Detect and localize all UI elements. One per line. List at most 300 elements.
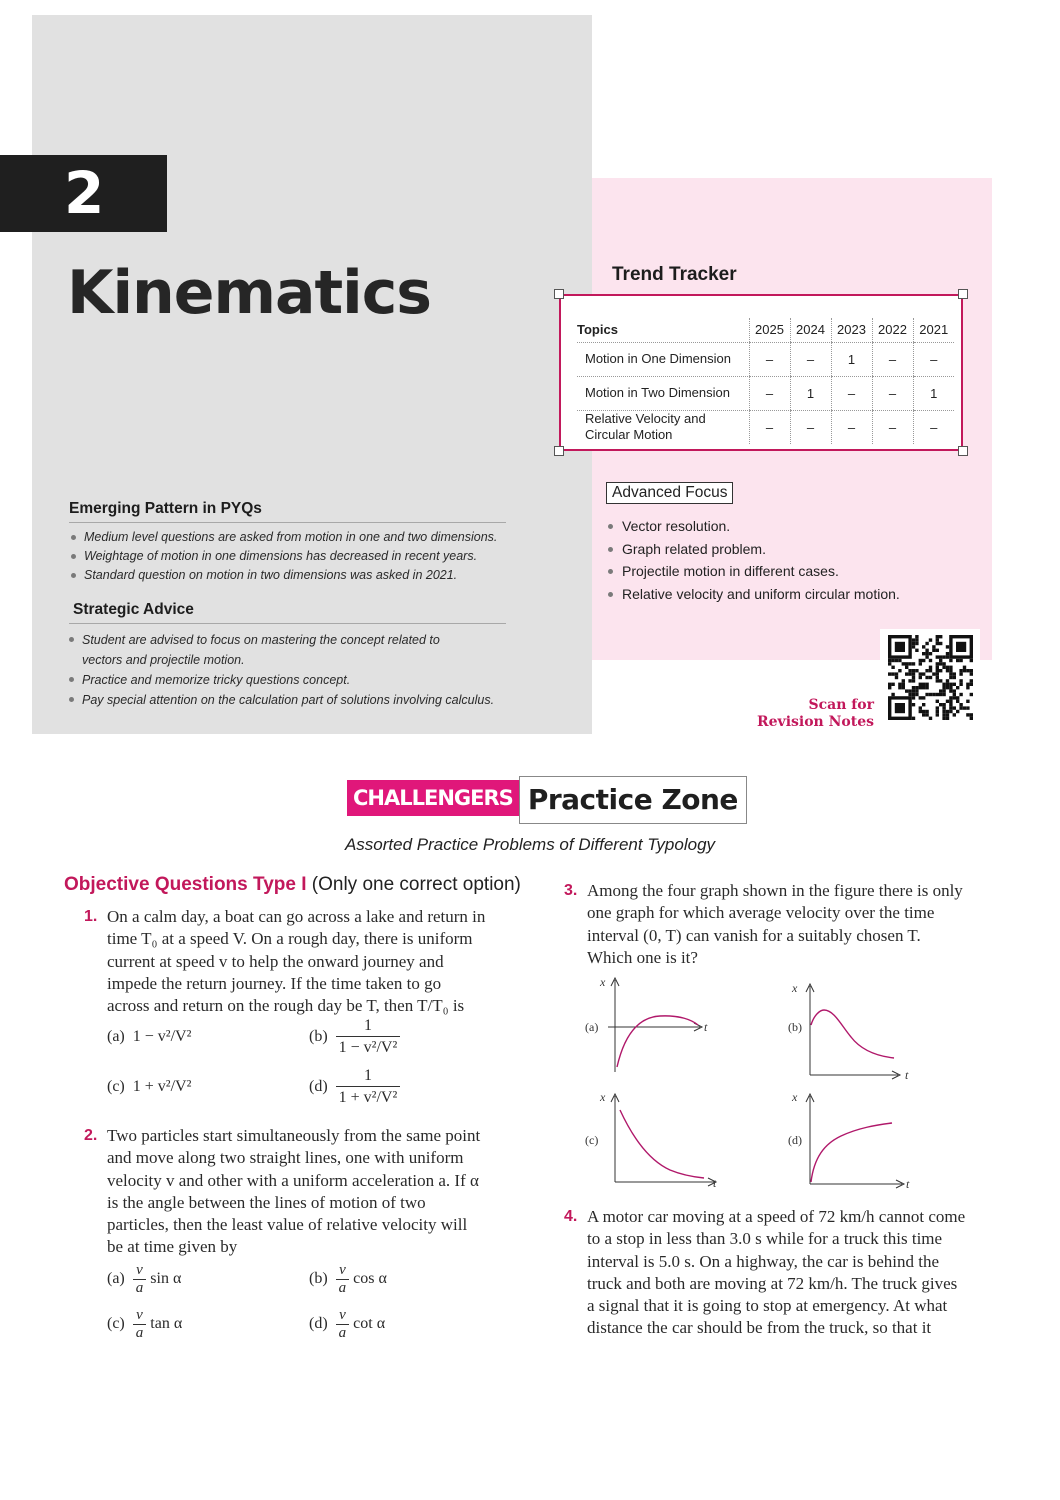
qr-module bbox=[912, 672, 915, 675]
graph-d bbox=[786, 1088, 926, 1193]
qr-module bbox=[888, 662, 891, 665]
qr-module bbox=[905, 689, 908, 692]
option-function: cos α bbox=[353, 1270, 387, 1288]
qr-module bbox=[905, 666, 908, 669]
qr-module bbox=[919, 696, 922, 699]
question-line: Among the four graph shown in the figure there is only bbox=[587, 881, 963, 900]
question-line: a signal that it is going to stop at emergency. At what bbox=[587, 1296, 948, 1316]
advanced-focus-label: Advanced Focus bbox=[606, 482, 733, 504]
question-line: and move along two straight lines, one with uniform bbox=[107, 1148, 464, 1168]
qr-module bbox=[966, 683, 969, 686]
trend-row bbox=[577, 342, 954, 376]
option-label: (a) bbox=[107, 1270, 125, 1288]
count-cell: – bbox=[913, 342, 954, 376]
qr-module bbox=[912, 679, 915, 682]
question-line: interval is 5.0 s. On a highway, the car is behind the bbox=[587, 1251, 940, 1271]
question-line: On a calm day, a boat can go across a lake and return in bbox=[107, 907, 486, 926]
qr-module bbox=[966, 669, 969, 672]
qr-module bbox=[919, 662, 922, 665]
qr-module bbox=[949, 672, 952, 675]
emerging-divider bbox=[69, 522, 506, 523]
question-line: particles, then the least value of relative velocity will bbox=[107, 1215, 468, 1235]
qr-module bbox=[912, 717, 915, 720]
qr-module bbox=[925, 655, 928, 658]
question-2-text bbox=[107, 1125, 527, 1259]
strategic-advice-list bbox=[67, 630, 494, 710]
qr-module bbox=[932, 649, 935, 652]
option-label: (b) bbox=[309, 1028, 328, 1046]
qr-module bbox=[908, 689, 911, 692]
qr-module bbox=[953, 676, 956, 679]
qr-module bbox=[915, 635, 918, 638]
qr-module bbox=[959, 659, 962, 662]
qr-module bbox=[905, 672, 908, 675]
qr-module bbox=[939, 669, 942, 672]
practice-zone-title: Practice Zone bbox=[519, 776, 747, 824]
qr-module bbox=[908, 669, 911, 672]
trend-header-row bbox=[577, 318, 954, 342]
qr-module bbox=[946, 686, 949, 689]
axis-t-label: t bbox=[906, 1177, 910, 1191]
qr-module bbox=[966, 713, 969, 716]
qr-module bbox=[925, 642, 928, 645]
q1-option-c[interactable] bbox=[107, 1078, 191, 1096]
graph-b bbox=[786, 980, 926, 1085]
count-cell: – bbox=[872, 376, 913, 410]
topic-cell bbox=[577, 410, 749, 444]
graph-label: (c) bbox=[585, 1133, 599, 1147]
qr-module bbox=[936, 676, 939, 679]
qr-module bbox=[936, 700, 939, 703]
qr-module bbox=[925, 649, 928, 652]
question-3-text bbox=[587, 880, 1017, 969]
question-line: Two particles start simultaneously from the same point bbox=[107, 1126, 481, 1145]
qr-module bbox=[908, 679, 911, 682]
qr-module bbox=[919, 706, 922, 709]
qr-module bbox=[970, 693, 973, 696]
qr-module bbox=[959, 679, 962, 682]
qr-module bbox=[912, 669, 915, 672]
qr-module bbox=[946, 645, 949, 648]
qr-module bbox=[949, 683, 952, 686]
qr-module bbox=[919, 676, 922, 679]
topic-line: Relative Velocity and bbox=[585, 411, 706, 427]
qr-module bbox=[946, 666, 949, 669]
trend-table bbox=[577, 318, 954, 444]
qr-module bbox=[912, 662, 915, 665]
qr-module bbox=[953, 683, 956, 686]
qr-module bbox=[929, 676, 932, 679]
question-line: Which one is it? bbox=[587, 947, 698, 967]
qr-module bbox=[942, 683, 945, 686]
resize-handle[interactable] bbox=[554, 446, 564, 456]
graph-c bbox=[580, 1088, 730, 1188]
q1-option-a[interactable] bbox=[107, 1028, 191, 1046]
strategic-item: Student are advised to focus on mastering the concept related to bbox=[67, 630, 494, 650]
qr-module bbox=[919, 659, 922, 662]
qr-module bbox=[936, 672, 939, 675]
qr-module bbox=[949, 700, 952, 703]
resize-handle[interactable] bbox=[958, 446, 968, 456]
count-cell: – bbox=[749, 410, 790, 444]
option-fraction bbox=[336, 1307, 350, 1342]
qr-module bbox=[888, 683, 891, 686]
qr-module bbox=[953, 713, 956, 716]
qr-module bbox=[895, 659, 898, 662]
option-label: (c) bbox=[107, 1315, 125, 1333]
qr-module bbox=[912, 693, 915, 696]
qr-module bbox=[936, 713, 939, 716]
qr-module bbox=[919, 710, 922, 713]
qr-module bbox=[932, 645, 935, 648]
trend-tracker-title: Trend Tracker bbox=[612, 264, 737, 285]
q2-option-a[interactable] bbox=[107, 1262, 181, 1297]
qr-module bbox=[936, 662, 939, 665]
question-line: impede the return journey. If the time taken to go bbox=[107, 973, 442, 993]
qr-module bbox=[936, 706, 939, 709]
topic-cell: Motion in Two Dimension bbox=[577, 376, 749, 410]
count-cell: – bbox=[749, 376, 790, 410]
question-4-text bbox=[587, 1206, 1017, 1340]
option-fraction bbox=[336, 1262, 350, 1297]
qr-module bbox=[891, 672, 894, 675]
qr-module bbox=[925, 669, 928, 672]
qr-module bbox=[891, 659, 894, 662]
qr-module bbox=[953, 696, 956, 699]
topic-cell: Motion in One Dimension bbox=[577, 342, 749, 376]
qr-module bbox=[946, 683, 949, 686]
option-function: tan α bbox=[150, 1315, 183, 1333]
qr-module bbox=[925, 676, 928, 679]
qr-module bbox=[895, 676, 898, 679]
practice-zone-subtitle: Assorted Practice Problems of Different Typology bbox=[344, 835, 716, 854]
header-grey-panel bbox=[32, 15, 592, 734]
fraction-denominator: 1 − v²/V² bbox=[336, 1036, 401, 1059]
year-header: 2022 bbox=[872, 318, 913, 342]
qr-module bbox=[936, 679, 939, 682]
qr-module bbox=[949, 669, 952, 672]
resize-handle[interactable] bbox=[554, 289, 564, 299]
qr-module bbox=[922, 659, 925, 662]
qr-module bbox=[912, 689, 915, 692]
qr-module bbox=[912, 703, 915, 706]
qr-module bbox=[936, 666, 939, 669]
qr-module bbox=[939, 662, 942, 665]
qr-module bbox=[956, 696, 959, 699]
qr-module bbox=[942, 703, 945, 706]
question-line: current at speed v to help the onward journey and bbox=[107, 951, 444, 971]
scan-revision-notes[interactable] bbox=[754, 697, 874, 731]
option-label: (a) bbox=[107, 1028, 125, 1045]
qr-module bbox=[949, 686, 952, 689]
qr-module bbox=[912, 645, 915, 648]
qr-finder-center bbox=[895, 703, 905, 713]
qr-module bbox=[915, 649, 918, 652]
qr-module bbox=[942, 706, 945, 709]
qr-module bbox=[942, 686, 945, 689]
question-line: be at time given by bbox=[107, 1237, 238, 1257]
axis-t-label: t bbox=[704, 1020, 708, 1034]
qr-module bbox=[929, 659, 932, 662]
qr-module bbox=[946, 652, 949, 655]
qr-module bbox=[915, 642, 918, 645]
count-cell: – bbox=[831, 410, 872, 444]
year-header: 2025 bbox=[749, 318, 790, 342]
qr-module bbox=[919, 672, 922, 675]
graph-label: (b) bbox=[788, 1020, 802, 1034]
strategic-divider bbox=[69, 623, 506, 624]
qr-module bbox=[912, 676, 915, 679]
qr-module bbox=[942, 693, 945, 696]
qr-module bbox=[891, 683, 894, 686]
question-number: 2. bbox=[84, 1127, 98, 1144]
axis-x-label: x bbox=[792, 981, 798, 995]
question-1-text bbox=[107, 906, 527, 1017]
strategic-advice-heading: Strategic Advice bbox=[73, 601, 194, 618]
q2-option-d[interactable] bbox=[309, 1307, 385, 1342]
graph-a bbox=[580, 972, 730, 1072]
qr-module bbox=[942, 666, 945, 669]
count-cell: – bbox=[872, 342, 913, 376]
trend-tracker-box bbox=[559, 294, 963, 451]
qr-module bbox=[922, 683, 925, 686]
qr-module bbox=[970, 669, 973, 672]
qr-module bbox=[942, 717, 945, 720]
qr-module bbox=[959, 672, 962, 675]
qr-module bbox=[936, 635, 939, 638]
chapter-title: Kinematics bbox=[67, 258, 432, 328]
qr-module bbox=[953, 693, 956, 696]
qr-module bbox=[891, 666, 894, 669]
emerging-item: Standard question on motion in two dimensions was asked in 2021. bbox=[69, 566, 497, 585]
qr-module bbox=[956, 659, 959, 662]
qr-module bbox=[912, 686, 915, 689]
year-header: 2023 bbox=[831, 318, 872, 342]
qr-module bbox=[915, 638, 918, 641]
resize-handle[interactable] bbox=[958, 289, 968, 299]
qr-module bbox=[908, 662, 911, 665]
qr-module bbox=[922, 710, 925, 713]
qr-module bbox=[966, 706, 969, 709]
fraction-denominator: 1 + v²/V² bbox=[336, 1086, 401, 1109]
qr-module bbox=[963, 706, 966, 709]
qr-module bbox=[966, 686, 969, 689]
curve-b bbox=[811, 1010, 894, 1058]
qr-module bbox=[966, 700, 969, 703]
axis-x-label: x bbox=[792, 1090, 798, 1104]
qr-module bbox=[959, 706, 962, 709]
qr-module bbox=[922, 652, 925, 655]
qr-module bbox=[915, 686, 918, 689]
qr-module bbox=[946, 655, 949, 658]
qr-module bbox=[929, 693, 932, 696]
qr-module bbox=[939, 655, 942, 658]
qr-module bbox=[939, 679, 942, 682]
qr-module bbox=[942, 662, 945, 665]
qr-module bbox=[908, 672, 911, 675]
qr-module bbox=[939, 635, 942, 638]
qr-module bbox=[915, 689, 918, 692]
year-header: 2021 bbox=[913, 318, 954, 342]
fraction-numerator: 1 bbox=[363, 1017, 372, 1034]
question-line: truck and both are moving at 72 km/h. The truck gives bbox=[587, 1273, 958, 1293]
qr-module bbox=[942, 655, 945, 658]
axis-x-label: x bbox=[600, 1090, 606, 1104]
qr-module bbox=[898, 683, 901, 686]
qr-module bbox=[902, 683, 905, 686]
qr-module bbox=[959, 693, 962, 696]
qr-module bbox=[959, 669, 962, 672]
qr-module bbox=[929, 652, 932, 655]
emerging-pattern-heading: Emerging Pattern in PYQs bbox=[69, 500, 262, 517]
qr-module bbox=[946, 679, 949, 682]
qr-module bbox=[925, 713, 928, 716]
question-line: A motor car moving at a speed of 72 km/h cannot come bbox=[587, 1207, 966, 1226]
qr-module bbox=[908, 693, 911, 696]
question-number: 3. bbox=[564, 882, 578, 899]
qr-module bbox=[939, 693, 942, 696]
option-label: (c) bbox=[107, 1078, 125, 1095]
advanced-item: Graph related problem. bbox=[606, 538, 900, 561]
qr-module bbox=[963, 666, 966, 669]
qr-module bbox=[912, 642, 915, 645]
year-header: 2024 bbox=[790, 318, 831, 342]
qr-module bbox=[936, 669, 939, 672]
option-fraction bbox=[336, 1016, 401, 1059]
fraction-denominator: a bbox=[336, 1324, 350, 1342]
qr-module bbox=[888, 672, 891, 675]
advanced-focus-list bbox=[606, 515, 900, 606]
topics-header: Topics bbox=[577, 318, 749, 342]
q1-option-b[interactable] bbox=[309, 1016, 400, 1059]
q2-option-b[interactable] bbox=[309, 1262, 387, 1297]
qr-module bbox=[939, 703, 942, 706]
option-value: 1 − v²/V² bbox=[132, 1028, 192, 1045]
trend-row bbox=[577, 376, 954, 410]
option-function: cot α bbox=[353, 1315, 386, 1333]
question-number: 4. bbox=[564, 1208, 578, 1225]
question-line: interval (0, T) can vanish for a suitably chosen T. bbox=[587, 925, 921, 945]
count-cell: 1 bbox=[790, 376, 831, 410]
qr-module bbox=[925, 693, 928, 696]
qr-module bbox=[922, 672, 925, 675]
qr-module bbox=[946, 700, 949, 703]
scan-line: Scan for bbox=[808, 697, 874, 713]
emerging-item: Medium level questions are asked from motion in one and two dimensions. bbox=[69, 528, 497, 547]
qr-module bbox=[888, 686, 891, 689]
qr-module bbox=[898, 659, 901, 662]
qr-module bbox=[936, 649, 939, 652]
fraction-denominator: a bbox=[133, 1324, 147, 1342]
option-fraction bbox=[133, 1262, 147, 1297]
qr-module bbox=[970, 683, 973, 686]
strategic-item: Practice and memorize tricky questions concept. bbox=[67, 670, 494, 690]
qr-module bbox=[922, 713, 925, 716]
qr-finder-center bbox=[895, 642, 905, 652]
advanced-item: Relative velocity and uniform circular motion. bbox=[606, 583, 900, 606]
qr-module bbox=[915, 669, 918, 672]
qr-module bbox=[919, 683, 922, 686]
objective-heading bbox=[64, 874, 521, 896]
question-line: distance the car should be from the truck, so that it bbox=[587, 1318, 932, 1338]
qr-module bbox=[959, 703, 962, 706]
graph-label: (d) bbox=[788, 1133, 802, 1147]
qr-module bbox=[922, 703, 925, 706]
qr-module bbox=[925, 683, 928, 686]
qr-module bbox=[902, 686, 905, 689]
q2-option-c[interactable] bbox=[107, 1307, 182, 1342]
option-value: 1 + v²/V² bbox=[132, 1078, 192, 1095]
count-cell: – bbox=[913, 410, 954, 444]
qr-code[interactable] bbox=[880, 629, 980, 725]
qr-module bbox=[936, 693, 939, 696]
option-label: (d) bbox=[309, 1078, 328, 1096]
graph-label: (a) bbox=[585, 1020, 599, 1034]
qr-module bbox=[895, 672, 898, 675]
qr-module bbox=[970, 713, 973, 716]
count-cell: – bbox=[790, 342, 831, 376]
curve-a bbox=[617, 1016, 698, 1067]
axis-x-label: x bbox=[600, 975, 606, 989]
fraction-numerator: v bbox=[339, 1307, 346, 1323]
qr-module bbox=[929, 666, 932, 669]
qr-module bbox=[946, 669, 949, 672]
objective-note: (Only one correct option) bbox=[311, 874, 521, 895]
question-number: 1. bbox=[84, 908, 98, 925]
qr-module bbox=[929, 669, 932, 672]
qr-module bbox=[946, 713, 949, 716]
count-cell: – bbox=[790, 410, 831, 444]
qr-module bbox=[970, 659, 973, 662]
qr-module bbox=[902, 679, 905, 682]
qr-module bbox=[970, 679, 973, 682]
strategic-item: Pay special attention on the calculation part of solutions involving calculus. bbox=[67, 690, 494, 710]
option-fraction bbox=[336, 1066, 401, 1109]
fraction-numerator: v bbox=[339, 1262, 346, 1278]
qr-module bbox=[949, 666, 952, 669]
qr-module bbox=[929, 717, 932, 720]
challengers-label: CHALLENGERS bbox=[347, 780, 519, 816]
question-line: is the angle between the lines of motion of two bbox=[107, 1192, 426, 1212]
strategic-item-continued: vectors and projectile motion. bbox=[82, 653, 245, 667]
qr-module bbox=[953, 689, 956, 692]
qr-module bbox=[953, 672, 956, 675]
emerging-item: Weightage of motion in one dimensions has decreased in recent years. bbox=[69, 547, 497, 566]
qr-module bbox=[929, 638, 932, 641]
question-line: to a stop in less than 3.0 s while for a truck this time bbox=[587, 1229, 943, 1249]
fraction-numerator: v bbox=[136, 1307, 143, 1323]
fraction-denominator: a bbox=[133, 1279, 147, 1297]
qr-module bbox=[922, 696, 925, 699]
qr-finder-center bbox=[956, 642, 966, 652]
option-label: (d) bbox=[309, 1315, 328, 1333]
question-line: across and return on the rough day be T, then T/T₀ is bbox=[107, 996, 465, 1016]
count-cell: – bbox=[831, 376, 872, 410]
advanced-item: Vector resolution. bbox=[606, 515, 900, 538]
axis-t-label: t bbox=[905, 1068, 909, 1082]
qr-module bbox=[919, 686, 922, 689]
qr-module bbox=[956, 700, 959, 703]
q1-option-d[interactable] bbox=[309, 1066, 400, 1109]
qr-module bbox=[932, 693, 935, 696]
qr-module bbox=[970, 672, 973, 675]
qr-module bbox=[959, 683, 962, 686]
qr-module bbox=[949, 706, 952, 709]
fraction-numerator: 1 bbox=[363, 1067, 372, 1084]
qr-module bbox=[915, 693, 918, 696]
qr-module bbox=[936, 655, 939, 658]
qr-module bbox=[905, 662, 908, 665]
